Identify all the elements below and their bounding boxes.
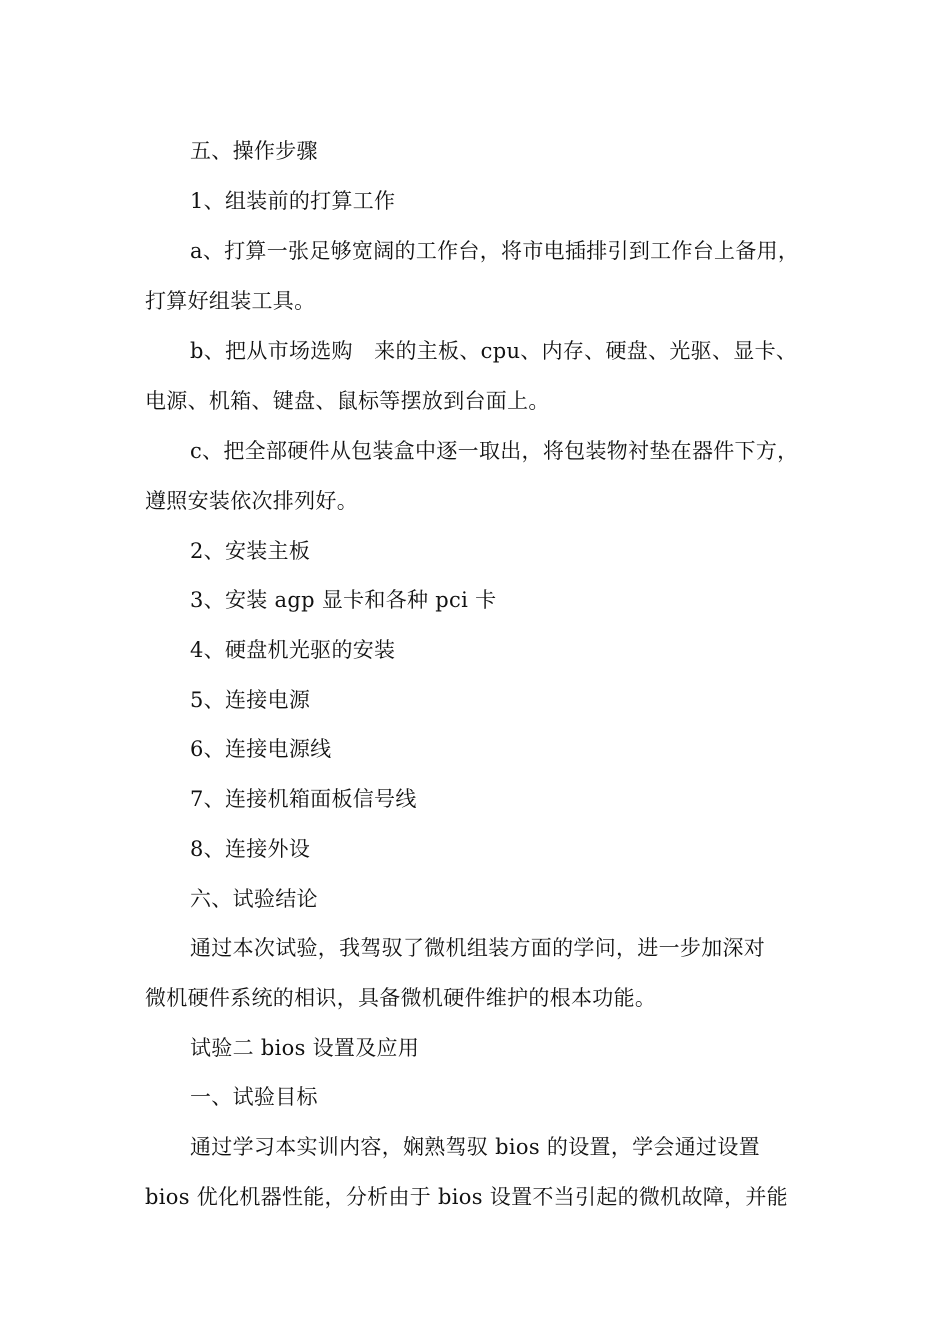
step-8-heading: 8、连接外设 bbox=[190, 837, 311, 861]
step-5-heading: 5、连接电源 bbox=[190, 688, 311, 712]
step-1-heading: 1、组装前的打算工作 bbox=[190, 189, 396, 213]
experiment-2-title: 试验二 bios 设置及应用 bbox=[190, 1036, 420, 1060]
section-heading-steps: 五、操作步骤 bbox=[190, 139, 318, 163]
section-heading-conclusion: 六、试验结论 bbox=[190, 887, 318, 911]
objective-text-cont: bios 优化机器性能，分析由于 bios 设置不当引起的微机故障，并能 bbox=[145, 1185, 788, 1209]
step-1c-text: c、把全部硬件从包装盒中逐一取出，将包装物衬垫在器件下方， bbox=[190, 439, 799, 463]
step-1c-text-cont: 遵照安装依次排列好。 bbox=[145, 489, 358, 513]
step-1a-text: a、打算一张足够宽阔的工作台，将市电插排引到工作台上备用， bbox=[190, 239, 800, 263]
step-6-heading: 6、连接电源线 bbox=[190, 737, 332, 761]
step-2-heading: 2、安装主板 bbox=[190, 539, 311, 563]
conclusion-text-cont: 微机硬件系统的相识，具备微机硬件维护的根本功能。 bbox=[145, 986, 657, 1010]
step-3-heading: 3、安装 agp 显卡和各种 pci 卡 bbox=[190, 588, 497, 612]
conclusion-text: 通过本次试验，我驾驭了微机组装方面的学问，进一步加深对 bbox=[190, 936, 766, 960]
step-1a-text-cont: 打算好组装工具。 bbox=[145, 289, 316, 313]
step-1b-text: b、把从市场选购 来的主板、cpu、内存、硬盘、光驱、显卡、 bbox=[190, 339, 798, 363]
step-1b-text-cont: 电源、机箱、键盘、鼠标等摆放到台面上。 bbox=[145, 389, 550, 413]
objective-text: 通过学习本实训内容，娴熟驾驭 bios 的设置，学会通过设置 bbox=[190, 1135, 760, 1159]
step-7-heading: 7、连接机箱面板信号线 bbox=[190, 787, 417, 811]
step-4-heading: 4、硬盘机光驱的安装 bbox=[190, 638, 396, 662]
section-heading-objective: 一、试验目标 bbox=[190, 1085, 318, 1109]
